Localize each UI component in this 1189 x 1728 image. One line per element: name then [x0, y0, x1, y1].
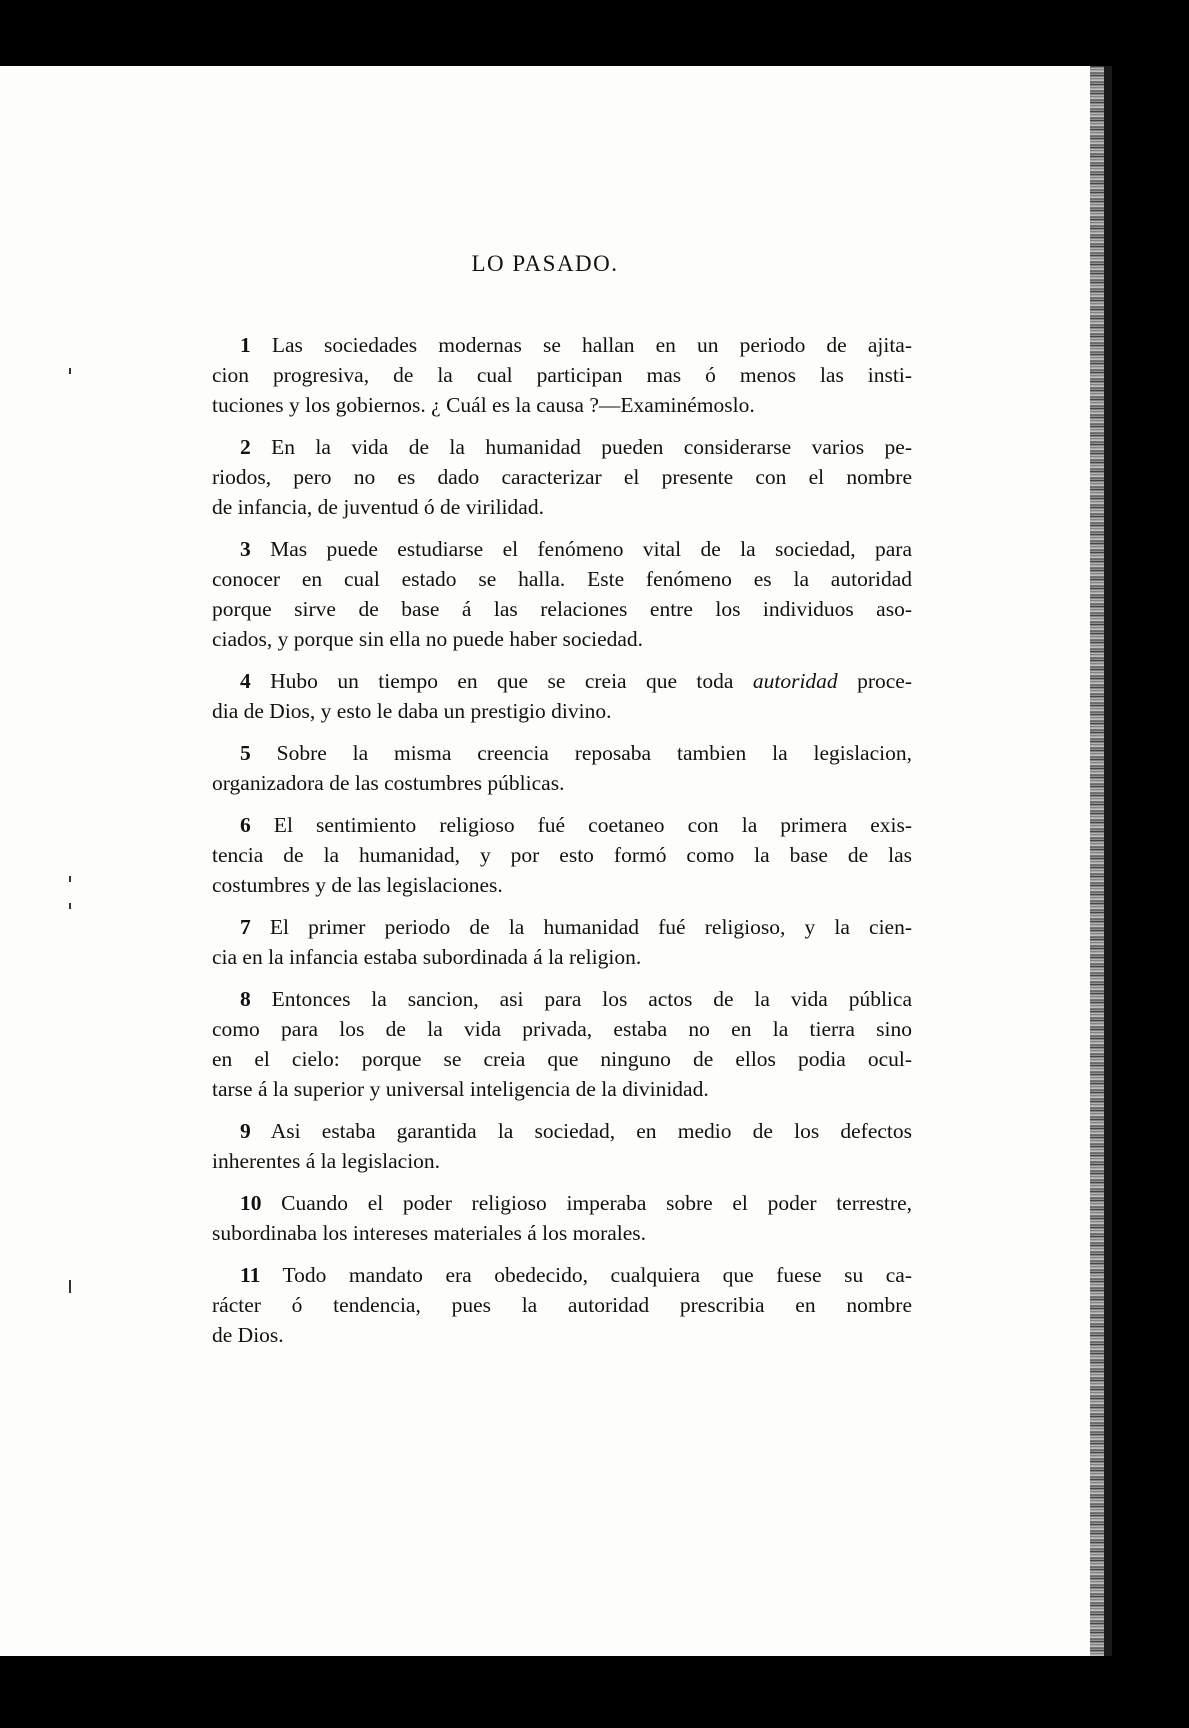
paragraph-3	[212, 534, 912, 654]
paragraph-number: 4	[240, 669, 251, 693]
paragraph-2	[212, 432, 912, 522]
paragraph-1	[212, 330, 912, 420]
italic-word: autoridad	[752, 669, 838, 693]
paragraph-number: 7	[240, 915, 251, 939]
line-text: Sobre la misma creencia reposaba tambien la legislacion,	[250, 741, 912, 765]
paragraph-number: 3	[240, 537, 251, 561]
text-line: dia de Dios, y esto le daba un prestigio divino.	[212, 699, 612, 723]
text-line: de infancia, de juventud ó de virilidad.	[212, 495, 544, 519]
text-line	[212, 666, 912, 696]
text-line: de Dios.	[212, 1323, 284, 1347]
text-line	[212, 810, 912, 840]
text-line	[212, 984, 912, 1014]
text-line: organizadora de las costumbres públicas.	[212, 771, 565, 795]
line-text: Entonces la sancion, asi para los actos de la vida pública	[250, 987, 912, 1011]
text-line: conocer en cual estado se halla. Este fenómeno es la autoridad	[212, 567, 912, 591]
line-text: Mas puede estudiarse el fenómeno vital de la sociedad, para	[250, 537, 912, 561]
text-line: rácter ó tendencia, pues la autoridad prescribia en nombre	[212, 1293, 912, 1317]
paragraph-number: 6	[240, 813, 251, 837]
line-text: El primer periodo de la humanidad fué religioso, y la cien-	[250, 915, 912, 939]
text-line	[212, 738, 912, 768]
margin-speck	[69, 1280, 71, 1293]
text-line: cia en la infancia estaba subordinada á la religion.	[212, 945, 642, 969]
line-text: Hubo un tiempo en que se creia que toda	[250, 669, 753, 693]
chapter-title: LO PASADO.	[471, 251, 619, 276]
text-line: como para los de la vida privada, estaba no en la tierra sino	[212, 1017, 912, 1041]
margin-speck	[69, 903, 71, 909]
paragraph-number: 2	[240, 435, 251, 459]
text-line: riodos, pero no es dado caracterizar el presente con el nombre	[212, 465, 912, 489]
line-text: Cuando el poder religioso imperaba sobre el poder terrestre,	[261, 1191, 912, 1215]
line-text: Asi estaba garantida la sociedad, en medio de los defectos	[250, 1119, 912, 1143]
text-line: ciados, y porque sin ella no puede haber sociedad.	[212, 627, 644, 651]
text-line	[212, 1188, 912, 1218]
paragraph-11	[212, 1260, 912, 1350]
line-text: proce-	[837, 669, 912, 693]
paragraph-number: 8	[240, 987, 251, 1011]
text-line	[212, 912, 912, 942]
paragraph-number: 1	[240, 333, 251, 357]
text-line	[212, 432, 912, 462]
text-line: inherentes á la legislacion.	[212, 1149, 441, 1173]
text-line	[212, 1260, 912, 1290]
text-line: subordinaba los intereses materiales á los morales.	[212, 1221, 647, 1245]
line-text: Las sociedades modernas se hallan en un periodo de ajita-	[250, 333, 912, 357]
paragraph-7	[212, 912, 912, 972]
text-line	[212, 330, 912, 360]
text-line: cion progresiva, de la cual participan mas ó menos las insti-	[212, 363, 912, 387]
paragraph-9	[212, 1116, 912, 1176]
text-line: en el cielo: porque se creia que ninguno de ellos podia ocul-	[212, 1047, 912, 1071]
text-line: porque sirve de base á las relaciones entre los individuos aso-	[212, 597, 912, 621]
text-line: tencia de la humanidad, y por esto formó como la base de las	[212, 843, 912, 867]
margin-speck	[69, 368, 71, 374]
body-text	[212, 330, 912, 1362]
line-text: En la vida de la humanidad pueden considerarse varios pe-	[250, 435, 912, 459]
paragraph-number: 5	[240, 741, 251, 765]
line-text: Todo mandato era obedecido, cualquiera que fuese su ca-	[260, 1263, 912, 1287]
paragraph-8	[212, 984, 912, 1104]
text-line	[212, 1116, 912, 1146]
paragraph-4	[212, 666, 912, 726]
paragraph-number: 9	[240, 1119, 251, 1143]
text-line: costumbres y de las legislaciones.	[212, 873, 503, 897]
paragraph-6	[212, 810, 912, 900]
line-text: El sentimiento religioso fué coetaneo con la primera exis-	[250, 813, 912, 837]
margin-speck	[69, 876, 71, 882]
text-line: tuciones y los gobiernos. ¿ Cuál es la causa ?—Examinémoslo.	[212, 393, 755, 417]
page-edge-binding	[1104, 66, 1112, 1656]
paragraph-number: 11	[240, 1263, 261, 1287]
text-line: tarse á la superior y universal inteligencia de la divinidad.	[212, 1077, 709, 1101]
text-line	[212, 534, 912, 564]
paragraph-number: 10	[240, 1191, 262, 1215]
paragraph-5	[212, 738, 912, 798]
paragraph-10	[212, 1188, 912, 1248]
